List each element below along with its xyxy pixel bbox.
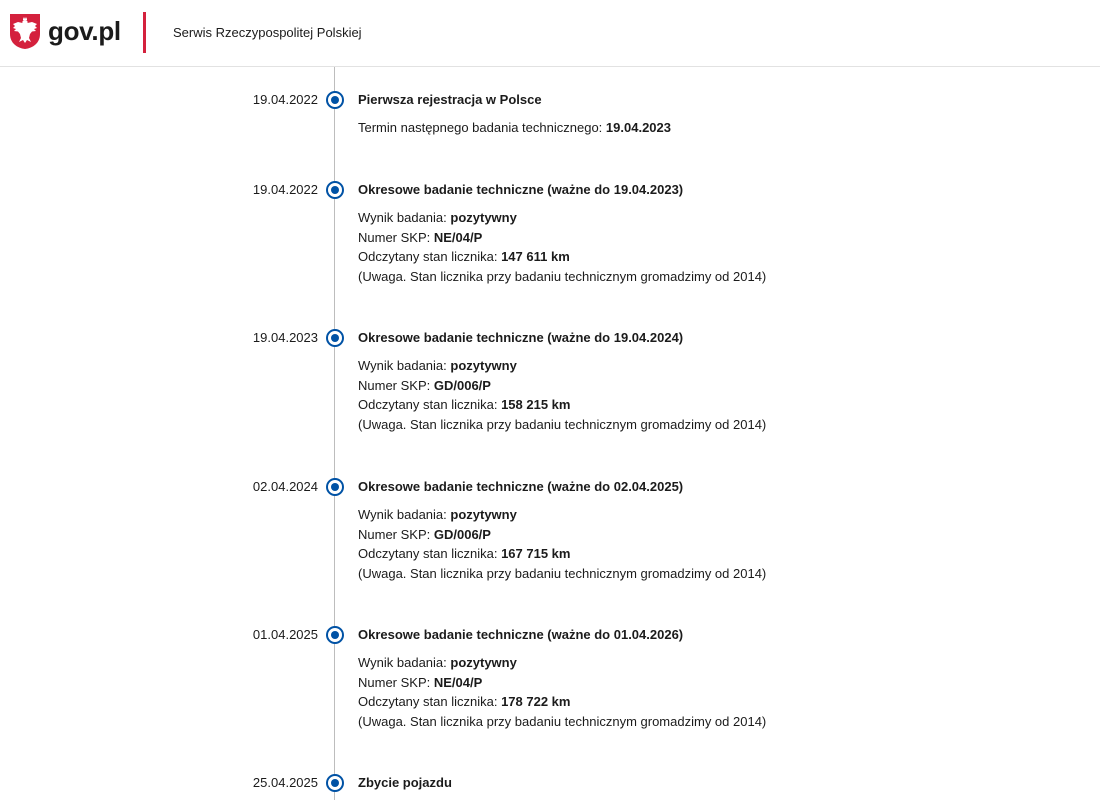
next-inspection-value: 19.04.2023 xyxy=(605,120,671,135)
event-title: Okresowe badanie techniczne (ważne do 01.04.2026) xyxy=(358,627,684,642)
event-details xyxy=(358,653,766,731)
logo-text: gov.pl xyxy=(48,15,121,46)
odometer-note: (Uwaga. Stan licznika przy badaniu technicznym gromadzimy od 2014) xyxy=(358,713,767,729)
result-value: pozytywny xyxy=(450,210,517,225)
odometer-value: 158 215 km xyxy=(501,397,571,412)
event-date: 01.04.2025 xyxy=(252,627,318,642)
timeline-dot-icon xyxy=(326,181,344,199)
result-row: Wynik badania: pozytywny xyxy=(358,655,517,670)
timeline-dot-icon xyxy=(326,91,344,109)
result-value: pozytywny xyxy=(450,358,517,373)
header-divider xyxy=(143,12,146,53)
result-row: Wynik badania: pozytywny xyxy=(358,210,517,225)
gov-logo[interactable] xyxy=(8,12,121,50)
site-header xyxy=(0,0,1100,67)
odometer-row: Odczytany stan licznika: 167 715 km xyxy=(358,546,571,561)
skp-value: NE/04/P xyxy=(433,674,483,690)
odometer-row: Odczytany stan licznika: 158 215 km xyxy=(358,397,571,412)
odometer-value: 178 722 km xyxy=(501,694,571,709)
event-details xyxy=(358,118,671,138)
timeline-dot-icon xyxy=(326,774,344,792)
event-details xyxy=(358,356,766,434)
timeline-dot-icon xyxy=(326,478,344,496)
odometer-note: (Uwaga. Stan licznika przy badaniu technicznym gromadzimy od 2014) xyxy=(358,268,767,284)
event-title: Pierwsza rejestracja w Polsce xyxy=(358,92,542,107)
event-title: Okresowe badanie techniczne (ważne do 19.04.2024) xyxy=(358,330,684,345)
result-value: pozytywny xyxy=(450,655,517,670)
event-title: Okresowe badanie techniczne (ważne do 02.04.2025) xyxy=(358,479,684,494)
skp-value: GD/006/P xyxy=(433,377,491,393)
event-title: Okresowe badanie techniczne (ważne do 19.04.2023) xyxy=(358,182,684,197)
result-row: Wynik badania: pozytywny xyxy=(358,507,517,522)
event-details xyxy=(358,208,766,286)
skp-row: Numer SKP: NE/04/P xyxy=(358,229,483,245)
event-date: 25.04.2025 xyxy=(252,775,318,790)
skp-row: Numer SKP: GD/006/P xyxy=(358,377,491,393)
odometer-note: (Uwaga. Stan licznika przy badaniu technicznym gromadzimy od 2014) xyxy=(358,565,767,581)
polish-eagle-icon xyxy=(8,12,42,50)
odometer-note: (Uwaga. Stan licznika przy badaniu technicznym gromadzimy od 2014) xyxy=(358,416,767,432)
timeline-line xyxy=(334,67,335,800)
skp-value: GD/006/P xyxy=(433,526,491,542)
odometer-row: Odczytany stan licznika: 147 611 km xyxy=(358,249,570,264)
event-title: Zbycie pojazdu xyxy=(358,775,452,790)
result-row: Wynik badania: pozytywny xyxy=(358,358,517,373)
skp-row: Numer SKP: GD/006/P xyxy=(358,526,491,542)
service-name: Serwis Rzeczypospolitej Polskiej xyxy=(173,25,362,40)
event-date: 02.04.2024 xyxy=(252,479,318,494)
event-date: 19.04.2022 xyxy=(252,182,318,197)
event-date: 19.04.2022 xyxy=(252,92,318,107)
odometer-row: Odczytany stan licznika: 178 722 km xyxy=(358,694,571,709)
skp-row: Numer SKP: NE/04/P xyxy=(358,674,483,690)
timeline-dot-icon xyxy=(326,626,344,644)
event-details xyxy=(358,505,766,583)
skp-value: NE/04/P xyxy=(433,229,483,245)
next-inspection-row: Termin następnego badania technicznego: 19.04.2023 xyxy=(358,120,671,135)
result-value: pozytywny xyxy=(450,507,517,522)
odometer-value: 167 715 km xyxy=(501,546,571,561)
odometer-value: 147 611 km xyxy=(501,249,570,264)
timeline-dot-icon xyxy=(326,329,344,347)
event-date: 19.04.2023 xyxy=(252,330,318,345)
